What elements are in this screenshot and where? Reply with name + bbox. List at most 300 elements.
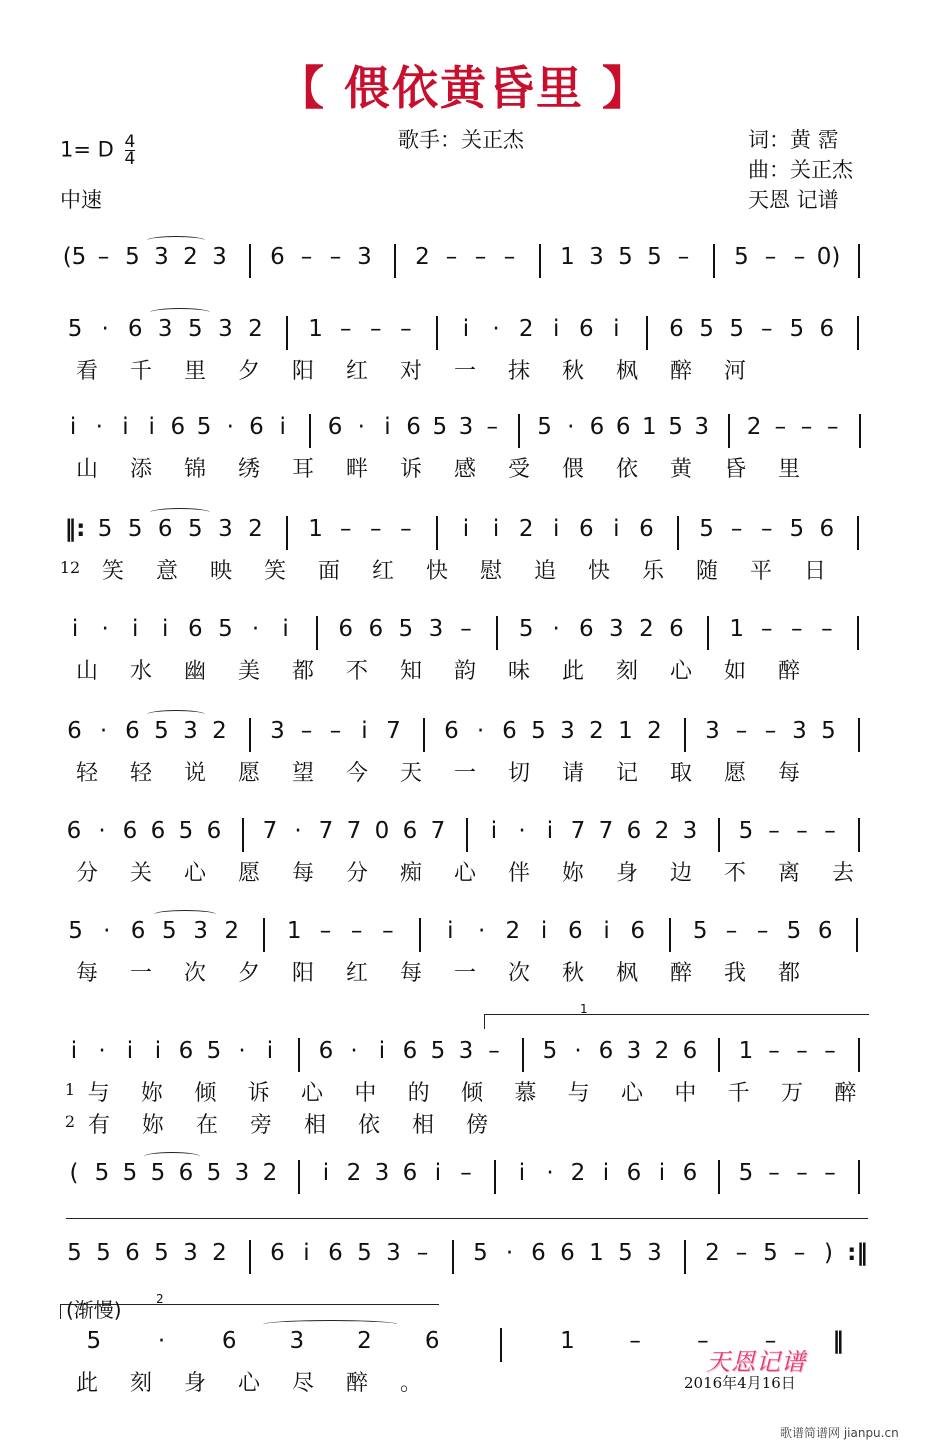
- note: 7: [386, 718, 401, 744]
- note: 2: [518, 516, 534, 542]
- note: 1: [286, 918, 302, 944]
- lyric-char: 都: [777, 961, 800, 986]
- lyric-char: 夕: [237, 359, 260, 384]
- note: 2: [746, 414, 762, 440]
- note: ·: [98, 818, 106, 844]
- bar-line: [857, 516, 859, 550]
- bar-line: [859, 414, 861, 448]
- note: 3: [386, 1240, 401, 1266]
- note: 2: [639, 616, 654, 642]
- note: 1: [560, 244, 575, 270]
- note: –: [400, 516, 412, 542]
- song-title: 【 偎依黄昏里 】: [277, 61, 651, 115]
- lyric-char: 相: [303, 1113, 326, 1138]
- note: 5: [187, 516, 203, 542]
- lyric-char: 知: [399, 659, 422, 684]
- note: 6: [402, 1160, 418, 1186]
- note: 6: [249, 414, 264, 440]
- lyrics-row-8: [60, 956, 880, 990]
- lyric-char: 昏: [723, 457, 746, 482]
- note: 6: [578, 616, 594, 642]
- lyric-char: 乐: [641, 559, 664, 584]
- note: 3: [458, 1038, 474, 1064]
- note: –: [800, 414, 813, 440]
- note: 7: [346, 818, 362, 844]
- note: 2: [224, 918, 240, 944]
- bar-line: [309, 414, 311, 448]
- lyric-char: 醉: [669, 961, 692, 986]
- note: –: [768, 1038, 780, 1064]
- lyric-char: 傍: [465, 1113, 488, 1138]
- note: i: [69, 414, 77, 440]
- lyric-char: 取: [669, 761, 692, 786]
- lyric-char: 身: [183, 1371, 206, 1396]
- note: i: [154, 1038, 162, 1064]
- slur: [144, 1152, 200, 1161]
- note: 6: [270, 1240, 285, 1266]
- lyric-char: 秋: [561, 961, 584, 986]
- lyric-char: 分: [75, 861, 98, 886]
- slur: [147, 710, 205, 719]
- lyric-char: 愿: [237, 761, 260, 786]
- note: 3: [193, 918, 208, 944]
- lyric-char: 诉: [247, 1081, 270, 1106]
- note: 6: [669, 616, 684, 642]
- note: 5: [196, 414, 212, 440]
- note: 1: [738, 1038, 754, 1064]
- lyric-char: 轻: [75, 761, 98, 786]
- bar-line: [539, 244, 541, 278]
- note: –: [764, 718, 777, 744]
- note: 2: [212, 718, 227, 744]
- lyric-char: 心: [453, 861, 476, 886]
- note: 6: [406, 414, 421, 440]
- note: 6: [598, 1038, 614, 1064]
- note: 7: [570, 818, 586, 844]
- bar-line: [423, 718, 425, 752]
- note: 2: [589, 718, 604, 744]
- note: 1: [618, 718, 633, 744]
- note: –: [735, 718, 748, 744]
- note: 6: [125, 718, 140, 744]
- lyric-char: 心: [300, 1081, 323, 1106]
- lyric-char: 痴: [399, 861, 422, 886]
- repeat-sign: ‖: [832, 1328, 844, 1354]
- note: –: [488, 1038, 500, 1064]
- note: 5: [618, 1240, 633, 1266]
- note: 6: [270, 244, 285, 270]
- notes-row-5: [60, 616, 880, 650]
- note: ·: [98, 1038, 106, 1064]
- lyric-char: 美: [237, 659, 260, 684]
- note: 5: [187, 316, 203, 342]
- note: –: [460, 616, 472, 642]
- lyric-char: 依: [357, 1113, 380, 1138]
- bar-line: [684, 1240, 686, 1274]
- note: ·: [476, 718, 485, 744]
- note: 5: [738, 1160, 754, 1186]
- bar-line: [856, 918, 858, 952]
- note: ·: [350, 1038, 358, 1064]
- bar-line: [858, 1038, 860, 1072]
- note: i: [282, 616, 289, 642]
- note: 3: [357, 244, 372, 270]
- lyric-char: 刻: [615, 659, 638, 684]
- note: 2: [346, 1160, 362, 1186]
- note: ·: [574, 1038, 582, 1064]
- note: 6: [531, 1240, 546, 1266]
- note: 6: [502, 718, 517, 744]
- note: –: [824, 1038, 836, 1064]
- bar-line: [242, 818, 244, 852]
- lyric-char: 日: [803, 559, 826, 584]
- note: 6: [626, 1160, 642, 1186]
- note: 6: [424, 1328, 440, 1354]
- note: ·: [95, 414, 103, 440]
- note: (5: [62, 244, 87, 270]
- lyric-char: 心: [620, 1081, 643, 1106]
- bar-line: [522, 1038, 524, 1072]
- ending-line: [66, 1218, 868, 1219]
- lyric-char: 每: [75, 961, 98, 986]
- lyric-char: 诉: [399, 457, 422, 482]
- note: 3: [694, 414, 710, 440]
- lyrics-row-5: [60, 654, 880, 688]
- note: 5: [821, 718, 836, 744]
- note: 3: [626, 1038, 642, 1064]
- note: i: [70, 1038, 78, 1064]
- note: –: [796, 1038, 808, 1064]
- repeat-sign: :‖: [847, 1240, 868, 1266]
- lyric-char: 身: [615, 861, 638, 886]
- lyrics-row-9-b: [60, 1108, 880, 1142]
- lyric-char: 此: [75, 1371, 98, 1396]
- bar-line: [858, 1160, 860, 1194]
- lyric-char: 去: [831, 861, 854, 886]
- slur: [147, 236, 205, 245]
- note: –: [677, 244, 690, 270]
- note: 3: [647, 1240, 662, 1266]
- note: 3: [589, 244, 604, 270]
- note: –: [796, 818, 808, 844]
- lyric-char: 妳: [141, 1113, 164, 1138]
- note: 6: [67, 718, 82, 744]
- bar-line: [500, 1328, 502, 1362]
- note: –: [826, 414, 839, 440]
- note: i: [322, 1160, 330, 1186]
- lyric-char: 红: [345, 359, 368, 384]
- lyric-char: 刻: [129, 1371, 152, 1396]
- lyric-char: 对: [399, 359, 422, 384]
- note: –: [629, 1328, 641, 1354]
- note: ): [824, 1240, 833, 1266]
- note: 2: [654, 818, 670, 844]
- bar-line: [286, 316, 288, 350]
- note: 6: [578, 516, 594, 542]
- note: ·: [505, 1240, 514, 1266]
- lyric-char: 心: [237, 1371, 260, 1396]
- transcriber-credit: 天恩 记谱: [748, 188, 839, 212]
- note: 6: [682, 1038, 698, 1064]
- note: –: [768, 818, 780, 844]
- time-signature: [125, 134, 136, 167]
- lyricist-credit: 词：黄 霑: [748, 128, 839, 152]
- lyric-char: 红: [371, 559, 394, 584]
- note: 6: [615, 414, 631, 440]
- note: 6: [819, 316, 835, 342]
- note: i: [162, 616, 169, 642]
- note: i: [462, 316, 470, 342]
- note: –: [370, 316, 382, 342]
- bar-line: [249, 1240, 251, 1274]
- note: 5: [699, 516, 714, 542]
- lyric-char: 锦: [183, 457, 206, 482]
- singer-credit: 歌手：关正杰: [398, 128, 524, 152]
- note: –: [764, 244, 777, 270]
- note: i: [361, 718, 368, 744]
- note: –: [382, 918, 394, 944]
- note: 6: [206, 818, 222, 844]
- lyric-char: 感: [453, 457, 476, 482]
- bar-line: [718, 1038, 720, 1072]
- note: i: [378, 1038, 386, 1064]
- note: 5: [218, 616, 233, 642]
- tempo-mark: (渐慢): [66, 1298, 122, 1322]
- notes-row-4: [60, 516, 880, 550]
- lyric-char: 心: [183, 861, 206, 886]
- lyric-char: 切: [507, 761, 530, 786]
- note: 5: [86, 1328, 102, 1354]
- note: 6: [560, 1240, 575, 1266]
- note: i: [553, 316, 560, 342]
- lyric-char: 在: [195, 1113, 218, 1138]
- bar-line: [394, 244, 396, 278]
- lyric-char: 离: [777, 861, 800, 886]
- lyric-char: 分: [345, 861, 368, 886]
- lyric-char: 说: [183, 761, 206, 786]
- note: 2: [518, 316, 534, 342]
- note: 5: [68, 918, 83, 944]
- note: ·: [101, 316, 109, 342]
- bar-line: [858, 718, 860, 752]
- tempo-label: 中速: [60, 188, 102, 212]
- lyric-char: 次: [507, 961, 530, 986]
- verse-label: 2: [64, 1112, 76, 1131]
- note: –: [824, 818, 836, 844]
- note: 6: [170, 414, 186, 440]
- lyric-char: 河: [723, 359, 746, 384]
- note: ·: [101, 616, 109, 642]
- note: 7: [430, 818, 446, 844]
- lyric-char: 一: [453, 359, 476, 384]
- note: –: [329, 718, 342, 744]
- bar-line: [249, 718, 251, 752]
- note: –: [821, 616, 833, 642]
- note: –: [725, 918, 738, 944]
- note: –: [350, 918, 363, 944]
- note: 5: [618, 244, 633, 270]
- note: –: [768, 1160, 780, 1186]
- bar-line: [684, 718, 686, 752]
- note: 5: [97, 516, 113, 542]
- notes-row-6: [60, 718, 880, 752]
- note: 6: [444, 718, 459, 744]
- lyric-char: 醉: [777, 659, 800, 684]
- bar-line: [466, 818, 468, 852]
- note: 2: [705, 1240, 720, 1266]
- note: i: [384, 414, 391, 440]
- lyric-char: 有: [87, 1113, 110, 1138]
- note: 6: [178, 1160, 194, 1186]
- note: i: [518, 1160, 526, 1186]
- note: 6: [150, 818, 166, 844]
- note: –: [793, 1240, 806, 1266]
- lyric-char: 追: [533, 559, 556, 584]
- verse-label: 12: [59, 558, 81, 577]
- lyric-char: 不: [345, 659, 368, 684]
- note: 5: [473, 1240, 488, 1266]
- note: 6: [127, 316, 143, 342]
- note: ·: [546, 1160, 554, 1186]
- notes-row-9: [60, 1038, 880, 1072]
- lyric-char: 韵: [453, 659, 476, 684]
- lyric-char: 千: [129, 359, 152, 384]
- note: –: [339, 316, 352, 342]
- lyric-char: 边: [669, 861, 692, 886]
- note: 6: [819, 516, 835, 542]
- watermark: 歌谱简谱网 jianpu.cn: [780, 1426, 899, 1440]
- note: 5: [789, 516, 805, 542]
- notes-row-10: [60, 1160, 880, 1194]
- note: 5: [398, 616, 414, 642]
- lyric-char: 一: [453, 761, 476, 786]
- note: ·: [518, 818, 526, 844]
- lyric-char: 依: [615, 457, 638, 482]
- note: 6: [589, 414, 605, 440]
- note: –: [339, 516, 352, 542]
- lyric-char: 尽: [291, 1371, 314, 1396]
- lyric-char: 每: [291, 861, 314, 886]
- lyric-char: 山: [75, 659, 98, 684]
- note: 5: [763, 1240, 778, 1266]
- lyric-char: 夕: [237, 961, 260, 986]
- bar-line: [452, 1240, 454, 1274]
- note: –: [300, 718, 313, 744]
- note: 2: [505, 918, 521, 944]
- notes-row-7: [60, 818, 880, 852]
- lyric-char: 幽: [183, 659, 206, 684]
- note: –: [756, 918, 769, 944]
- note: 5: [430, 1038, 446, 1064]
- note: 6: [157, 516, 173, 542]
- note: 3: [374, 1160, 390, 1186]
- note: 5: [432, 414, 448, 440]
- note: 3: [218, 316, 233, 342]
- slur: [154, 910, 216, 919]
- note: ·: [294, 818, 302, 844]
- note: 1: [560, 1328, 575, 1354]
- note: 6: [368, 616, 384, 642]
- note: 6: [817, 918, 833, 944]
- note: 5: [542, 1038, 558, 1064]
- lyric-char: 相: [411, 1113, 434, 1138]
- lyric-char: 旁: [249, 1113, 272, 1138]
- note: 6: [66, 818, 82, 844]
- note: 1: [589, 1240, 604, 1266]
- note: i: [553, 516, 560, 542]
- note: 3: [458, 414, 474, 440]
- note: –: [474, 244, 487, 270]
- note: 3: [234, 1160, 250, 1186]
- lyric-char: 每: [399, 961, 422, 986]
- note: –: [416, 1240, 429, 1266]
- slur: [150, 508, 210, 517]
- lyric-char: 望: [291, 761, 314, 786]
- note: i: [462, 516, 470, 542]
- bar-line: [316, 616, 318, 650]
- note: 5: [692, 918, 708, 944]
- note: i: [540, 918, 548, 944]
- lyric-char: 秋: [561, 359, 584, 384]
- note: 3: [609, 616, 624, 642]
- lyric-char: 红: [345, 961, 368, 986]
- lyric-char: 意: [155, 559, 178, 584]
- note: 5: [178, 818, 194, 844]
- lyric-char: 醉: [669, 359, 692, 384]
- lyric-char: 愿: [237, 861, 260, 886]
- lyric-char: 关: [129, 861, 152, 886]
- lyric-char: 枫: [615, 359, 638, 384]
- note: 5: [154, 1240, 169, 1266]
- note: 5: [537, 414, 552, 440]
- notes-row-8: [60, 918, 880, 952]
- note: 5: [699, 316, 714, 342]
- lyric-char: 愿: [723, 761, 746, 786]
- note: –: [793, 244, 806, 270]
- lyric-char: 味: [507, 659, 530, 684]
- lyric-char: 妳: [561, 861, 584, 886]
- note: 1: [308, 516, 323, 542]
- note: i: [71, 616, 79, 642]
- lyric-char: 慰: [479, 559, 502, 584]
- note: i: [122, 414, 129, 440]
- note: ·: [492, 316, 500, 342]
- note: –: [486, 414, 498, 440]
- lyric-char: 黄: [669, 457, 692, 482]
- note: 5: [531, 718, 546, 744]
- note: –: [460, 1160, 472, 1186]
- key-signature: [60, 134, 135, 167]
- note: i: [658, 1160, 666, 1186]
- lyric-char: 里: [777, 457, 800, 482]
- note: 5: [154, 718, 169, 744]
- note: 5: [738, 818, 754, 844]
- bar-line: [286, 516, 288, 550]
- note: –: [824, 1160, 836, 1186]
- slur: [263, 1320, 398, 1329]
- lyric-char: 山: [75, 457, 98, 482]
- note: –: [370, 516, 382, 542]
- note: 6: [328, 1240, 343, 1266]
- bar-line: [858, 818, 860, 852]
- lyric-char: 偎: [561, 457, 584, 482]
- lyric-char: 绣: [237, 457, 260, 482]
- note: 6: [178, 1038, 194, 1064]
- note: i: [126, 1038, 134, 1064]
- lyric-char: 快: [587, 559, 610, 584]
- note: 2: [570, 1160, 586, 1186]
- note: 2: [248, 516, 263, 542]
